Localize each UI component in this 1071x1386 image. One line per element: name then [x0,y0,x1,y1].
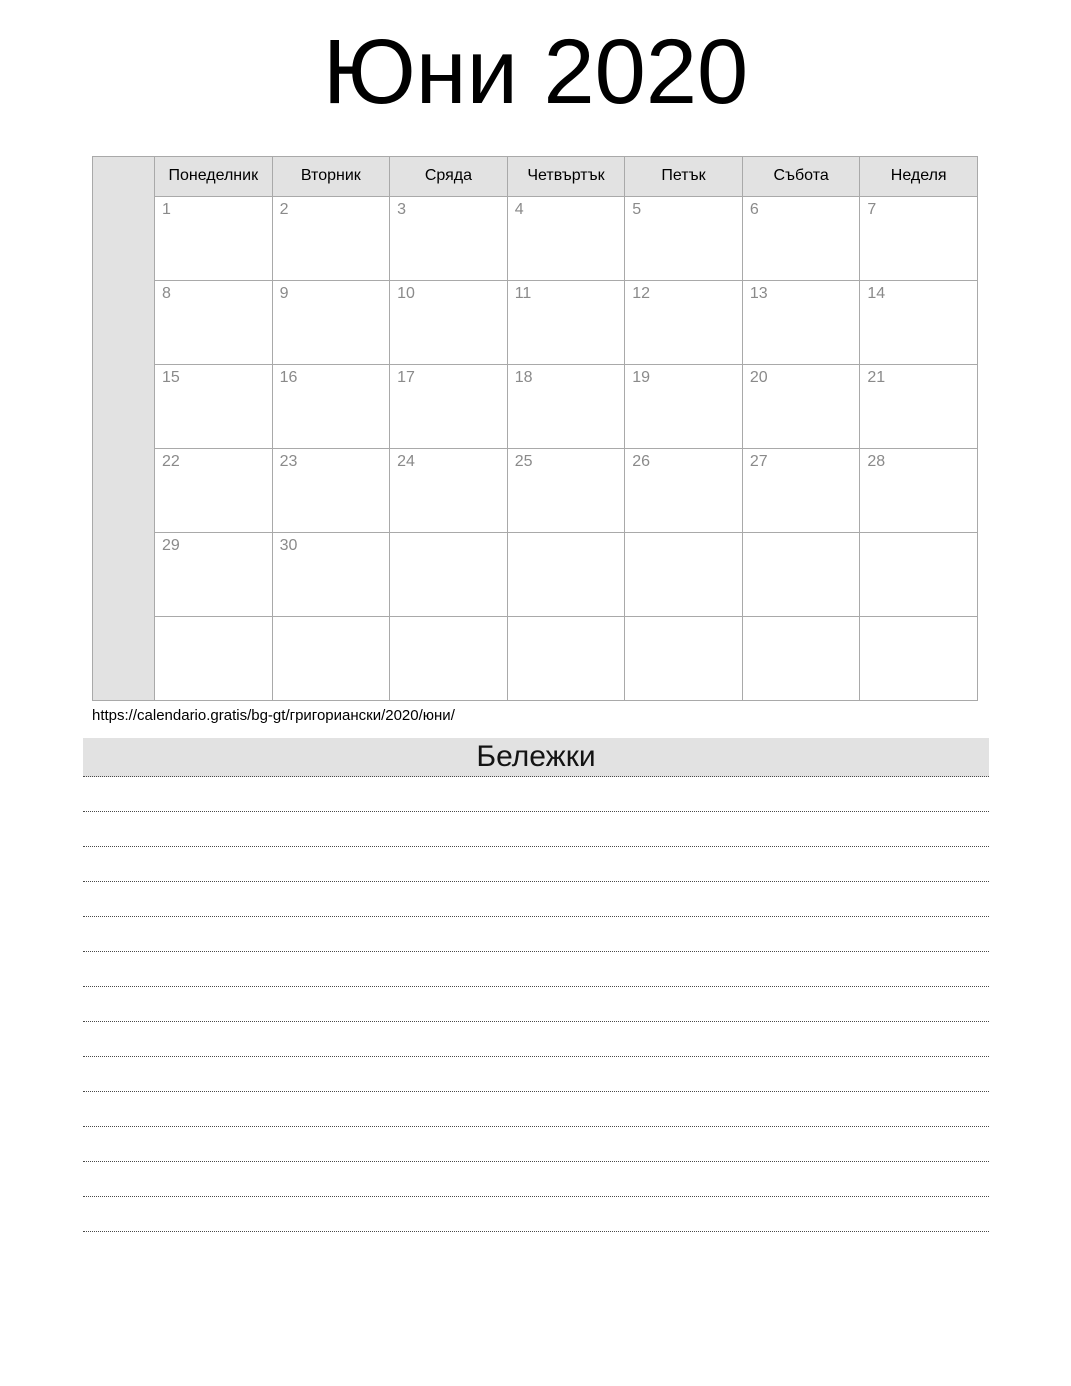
day-cell [272,616,390,700]
week-row-5 [93,532,978,616]
day-cell: 18 [507,364,625,448]
note-line [83,847,989,882]
day-cell: 25 [507,448,625,532]
day-header-thursday: Четвъртък [507,156,625,196]
note-line [83,777,989,812]
day-cell: 24 [390,448,508,532]
note-line [83,1127,989,1162]
day-cell: 19 [625,364,743,448]
day-cell: 30 [272,532,390,616]
note-line [83,812,989,847]
weekday-header-row [93,156,978,196]
note-line [83,1197,989,1232]
calendar-table [92,156,978,701]
notes-section [83,738,989,1232]
day-cell: 10 [390,280,508,364]
note-line [83,1057,989,1092]
day-cell: 21 [860,364,978,448]
day-cell: 26 [625,448,743,532]
day-cell: 7 [860,196,978,280]
day-cell: 23 [272,448,390,532]
day-cell: 3 [390,196,508,280]
day-cell: 6 [742,196,860,280]
day-cell: 20 [742,364,860,448]
day-cell: 11 [507,280,625,364]
day-cell: 16 [272,364,390,448]
day-cell [860,532,978,616]
day-cell: 28 [860,448,978,532]
day-cell [390,616,508,700]
source-url: https://calendario.gratis/bg-gt/григориански/2020/юни/ [92,706,455,724]
week-row-6 [93,616,978,700]
day-cell [742,532,860,616]
day-cell [507,532,625,616]
week-row-3 [93,364,978,448]
note-line [83,1162,989,1197]
day-header-friday: Петък [625,156,743,196]
note-line [83,952,989,987]
week-row-1 [93,196,978,280]
day-cell: 5 [625,196,743,280]
day-cell: 29 [155,532,273,616]
day-cell: 27 [742,448,860,532]
day-cell [390,532,508,616]
day-cell: 8 [155,280,273,364]
day-header-saturday: Събота [742,156,860,196]
day-cell: 15 [155,364,273,448]
page-title: Юни 2020 [322,21,749,123]
day-header-wednesday: Сряда [390,156,508,196]
note-line [83,987,989,1022]
note-line [83,1092,989,1127]
day-header-sunday: Неделя [860,156,978,196]
day-cell: 14 [860,280,978,364]
day-cell: 17 [390,364,508,448]
week-row-2 [93,280,978,364]
note-line [83,882,989,917]
day-cell: 1 [155,196,273,280]
calendar-gutter [93,156,155,700]
note-line [83,917,989,952]
notes-title: Бележки [476,739,596,773]
note-line [83,1022,989,1057]
day-cell: 13 [742,280,860,364]
day-cell: 12 [625,280,743,364]
notes-lines [83,777,989,1232]
day-cell: 9 [272,280,390,364]
day-cell [155,616,273,700]
day-header-tuesday: Вторник [272,156,390,196]
day-cell: 22 [155,448,273,532]
day-cell [625,532,743,616]
day-cell: 2 [272,196,390,280]
day-cell [742,616,860,700]
day-header-monday: Понеделник [155,156,273,196]
notes-header [83,738,989,777]
day-cell [860,616,978,700]
day-cell: 4 [507,196,625,280]
day-cell [625,616,743,700]
week-row-4 [93,448,978,532]
day-cell [507,616,625,700]
